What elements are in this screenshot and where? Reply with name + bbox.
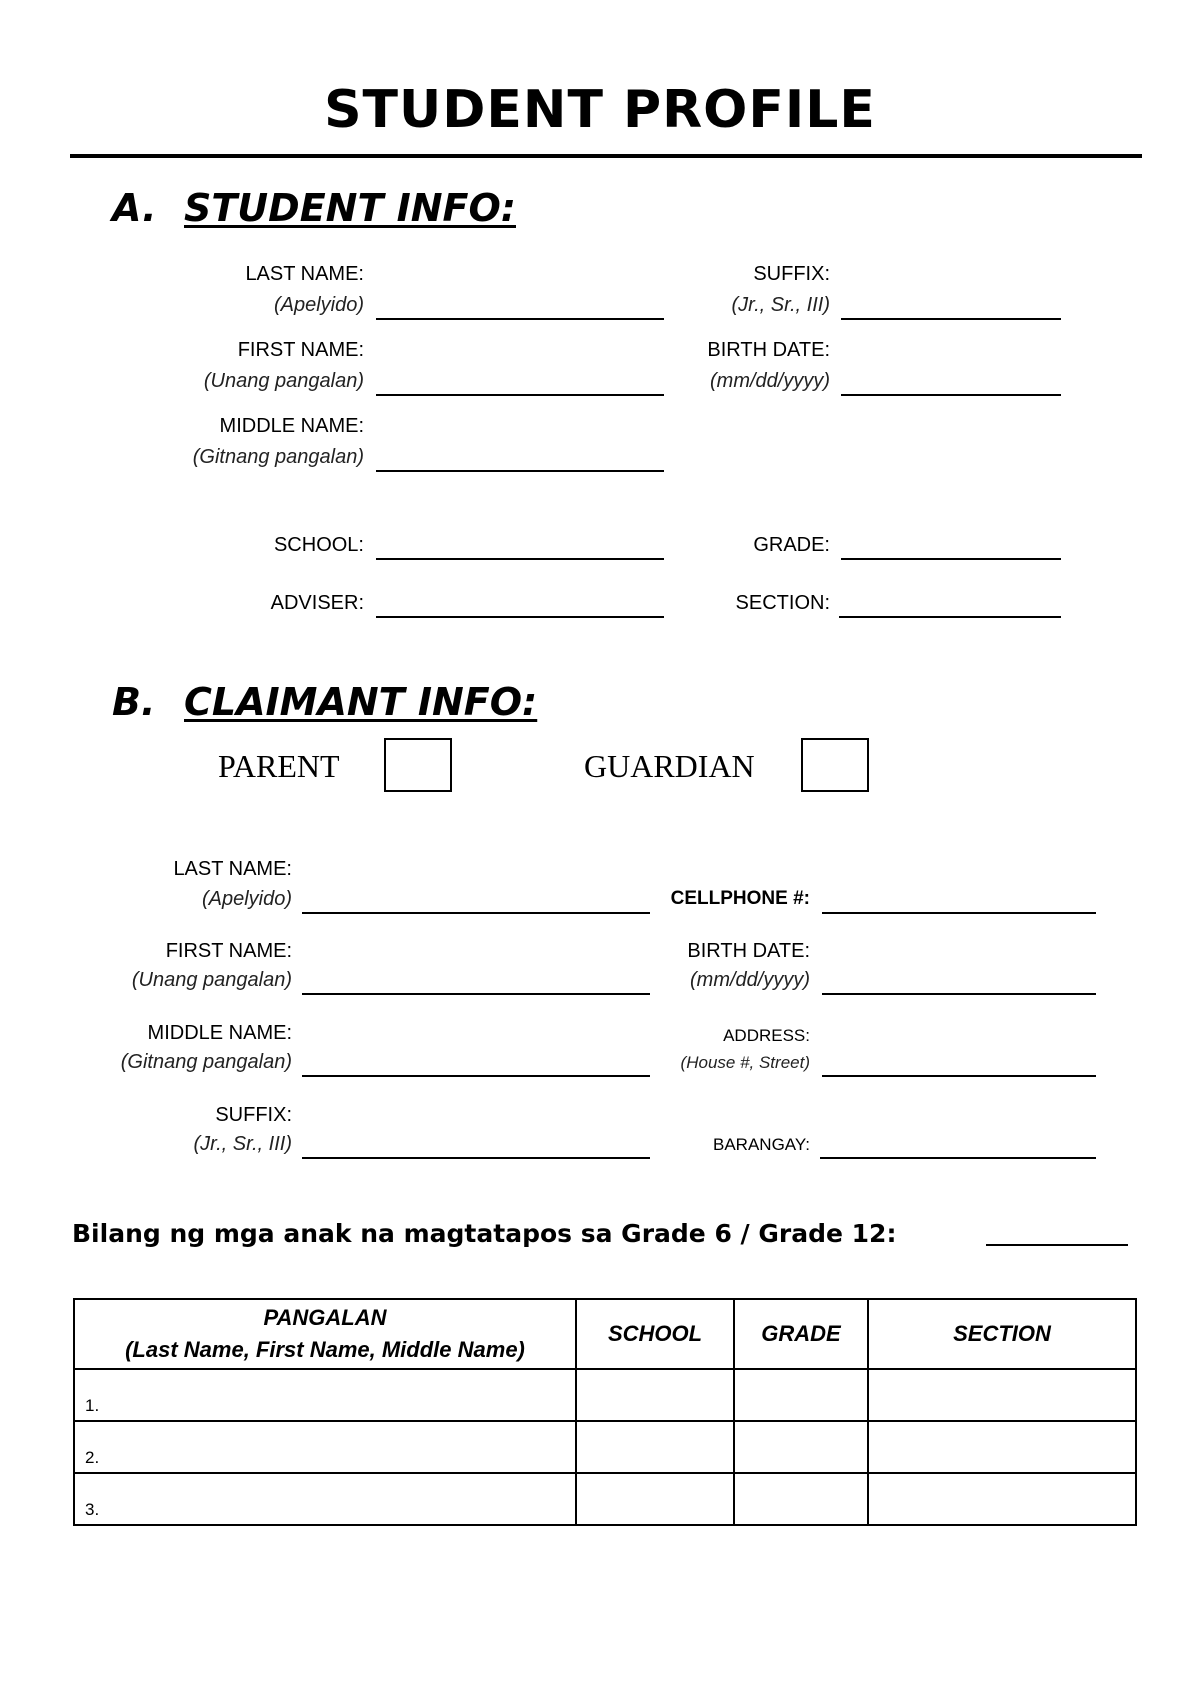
student-middle-name-label: MIDDLE NAME: [219,415,364,437]
claimant-middle-name-hint: (Gitnang pangalan) [120,1051,292,1073]
name-header-line2: (Last Name, First Name, Middle Name) [125,1337,525,1362]
student-birth-date-field[interactable] [841,394,1061,396]
row-number: 1. [85,1396,100,1415]
student-grade-label: GRADE: [753,534,830,556]
child-grade-cell[interactable] [734,1473,868,1525]
school-column-header: SCHOOL [576,1299,734,1369]
title-divider [70,154,1142,158]
student-middle-name-hint: (Gitnang pangalan) [192,446,364,468]
student-birth-date-hint: (mm/dd/yyyy) [710,370,830,392]
student-last-name-hint: (Apelyido) [273,294,364,316]
student-adviser-label: ADVISER: [270,592,364,614]
claimant-middle-name-label: MIDDLE NAME: [147,1022,292,1044]
guardian-label: GUARDIAN [584,748,755,784]
page-title: STUDENT PROFILE [324,80,876,140]
student-birth-date-label: BIRTH DATE: [707,339,830,361]
claimant-last-name-hint: (Apelyido) [201,888,292,910]
claimant-barangay-label: BARANGAY: [713,1135,810,1154]
parent-checkbox[interactable] [384,738,452,792]
children-table [73,1298,1137,1526]
student-first-name-label: FIRST NAME: [237,339,364,361]
student-suffix-hint: (Jr., Sr., III) [731,294,830,316]
child-section-cell[interactable] [868,1421,1136,1473]
name-header-line1: PANGALAN [263,1305,387,1330]
student-school-field[interactable] [376,558,664,560]
child-section-cell[interactable] [868,1473,1136,1525]
grade-column-header: GRADE [734,1299,868,1369]
children-count-field[interactable] [986,1244,1128,1246]
section-column-header: SECTION [868,1299,1136,1369]
child-grade-cell[interactable] [734,1421,868,1473]
section-a-letter: A. [112,186,157,230]
claimant-suffix-label: SUFFIX: [215,1104,292,1126]
claimant-suffix-field[interactable] [302,1157,650,1159]
student-grade-field[interactable] [841,558,1061,560]
row-number: 3. [85,1500,100,1519]
section-a-title: STUDENT INFO: [184,186,516,230]
student-last-name-label: LAST NAME: [245,263,364,285]
student-section-label: SECTION: [735,592,830,614]
claimant-last-name-label: LAST NAME: [173,858,292,880]
child-name-cell[interactable] [74,1369,576,1421]
student-first-name-hint: (Unang pangalan) [203,370,364,392]
guardian-checkbox[interactable] [801,738,869,792]
section-b-letter: B. [112,680,156,724]
claimant-barangay-field[interactable] [820,1157,1096,1159]
child-name-cell[interactable] [74,1421,576,1473]
table-row [74,1473,1136,1525]
student-last-name-field[interactable] [376,318,664,320]
claimant-address-hint: (House #, Street) [680,1053,810,1072]
table-row [74,1369,1136,1421]
claimant-suffix-hint: (Jr., Sr., III) [193,1133,292,1155]
section-b-title: CLAIMANT INFO: [184,680,538,724]
name-column-header [74,1299,576,1369]
claimant-first-name-label: FIRST NAME: [165,940,292,962]
child-school-cell[interactable] [576,1473,734,1525]
student-section-field[interactable] [839,616,1061,618]
claimant-first-name-field[interactable] [302,993,650,995]
claimant-birth-date-field[interactable] [822,993,1096,995]
children-table-header-row [74,1299,1136,1369]
child-grade-cell[interactable] [734,1369,868,1421]
claimant-cellphone-field[interactable] [822,912,1096,914]
student-school-label: SCHOOL: [273,534,364,556]
claimant-first-name-hint: (Unang pangalan) [131,969,292,991]
student-suffix-field[interactable] [841,318,1061,320]
student-middle-name-field[interactable] [376,470,664,472]
claimant-address-label: ADDRESS: [723,1026,810,1045]
children-count-question: Bilang ng mga anak na magtatapos sa Grade 6 / Grade 12: [72,1219,897,1248]
claimant-middle-name-field[interactable] [302,1075,650,1077]
student-adviser-field[interactable] [376,616,664,618]
child-school-cell[interactable] [576,1369,734,1421]
student-first-name-field[interactable] [376,394,664,396]
child-name-cell[interactable] [74,1473,576,1525]
claimant-birth-date-hint: (mm/dd/yyyy) [690,969,810,991]
child-school-cell[interactable] [576,1421,734,1473]
table-row [74,1421,1136,1473]
child-section-cell[interactable] [868,1369,1136,1421]
claimant-cellphone-label: CELLPHONE #: [670,888,810,909]
row-number: 2. [85,1448,100,1467]
claimant-birth-date-label: BIRTH DATE: [687,940,810,962]
parent-label: PARENT [218,748,340,784]
student-suffix-label: SUFFIX: [753,263,830,285]
claimant-last-name-field[interactable] [302,912,650,914]
claimant-address-field[interactable] [822,1075,1096,1077]
